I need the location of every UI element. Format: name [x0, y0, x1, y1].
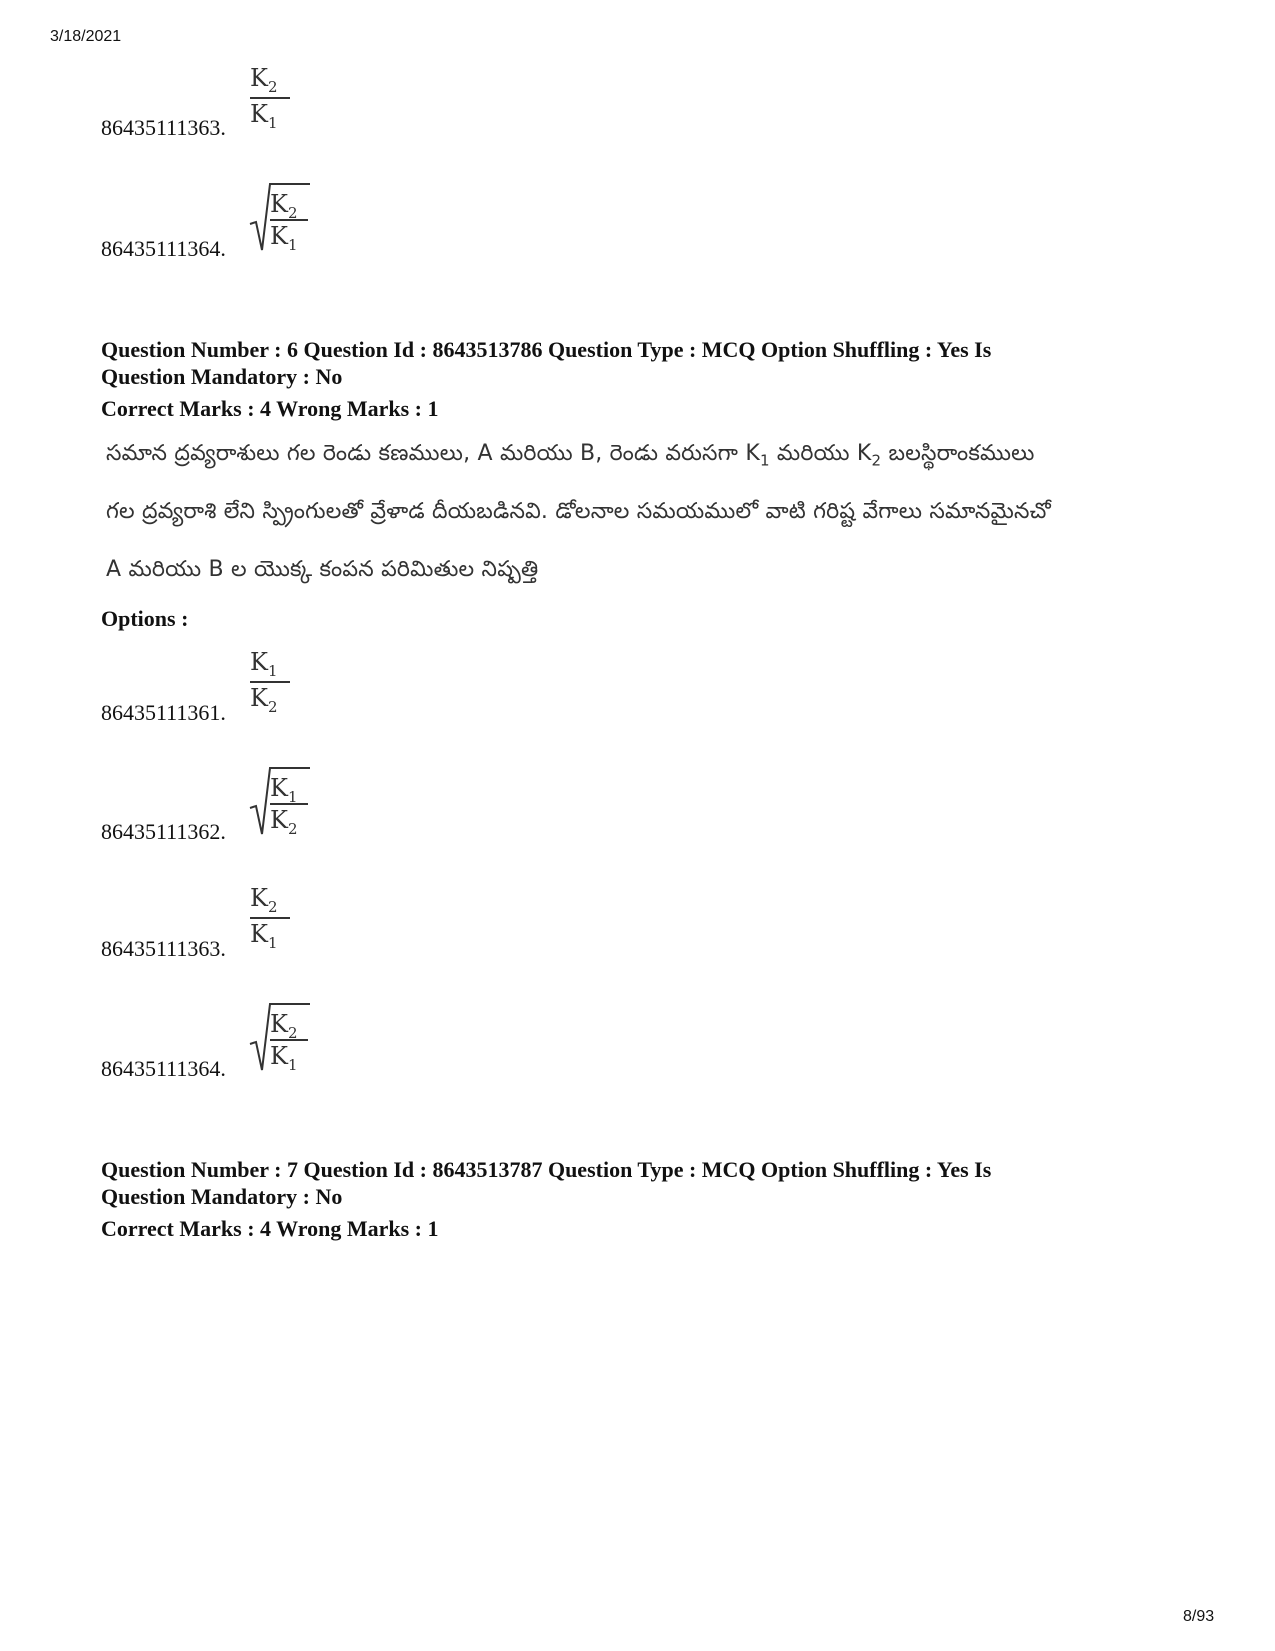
option-id: 86435111364.	[101, 236, 226, 261]
page-number: 8/93	[1183, 1608, 1215, 1625]
option-id: 86435111363.	[101, 936, 226, 961]
option-id: 86435111362.	[101, 819, 226, 844]
fraction-formula	[248, 58, 308, 138]
svg-text:K1: $K_1$	[270, 222, 298, 254]
option-id: 86435111361.	[101, 700, 226, 725]
option-id: 86435111363.	[101, 115, 226, 140]
svg-text:K2: $K_2$	[250, 64, 278, 96]
svg-text:K2: $K_2$	[250, 884, 278, 916]
question-header	[101, 1156, 1181, 1210]
svg-text:K2: $K_2$	[250, 684, 278, 716]
svg-text:K1: $K_1$	[250, 648, 278, 680]
svg-text:K2: $K_2$	[270, 806, 298, 838]
question-header-line2: Question Mandatory : No	[101, 364, 343, 389]
option-id: 86435111364.	[101, 1056, 226, 1081]
question-header	[101, 336, 1181, 390]
fraction-formula	[248, 878, 308, 958]
options-label: Options :	[101, 606, 189, 631]
svg-text:K2: $K_2$	[270, 190, 298, 222]
svg-text:K1: $K_1$	[270, 1042, 298, 1074]
question-marks: Correct Marks : 4 Wrong Marks : 1	[101, 1216, 439, 1241]
question-text-line2: గల ద్రవ్యరాశి లేని స్ప్రింగులతో వ్రేళాడ దీయబడినవి. డోలనాల సమయములో వాటి గరిష్ట వేగాలు సమానమైనచో	[106, 499, 1051, 524]
svg-text:K1: $K_1$	[270, 774, 298, 806]
sqrt-fraction-formula	[248, 762, 318, 842]
sqrt-fraction-formula	[248, 998, 318, 1078]
question-header-line1: Question Number : 6 Question Id : 8643513786 Question Type : MCQ Option Shuffling : Yes Is	[101, 337, 992, 362]
question-header-line2: Question Mandatory : No	[101, 1184, 343, 1209]
fraction-formula	[248, 642, 308, 722]
print-date: 3/18/2021	[50, 28, 122, 45]
question-marks: Correct Marks : 4 Wrong Marks : 1	[101, 396, 439, 421]
question-text-line3: A మరియు B ల యొక్క కంపన పరిమితుల నిష్పత్తి	[106, 557, 539, 582]
question-text-line1: సమాన ద్రవ్యరాశులు గల రెండు కణములు, A మరియు B, రెండు వరుసగా $K_1$ మరియు $K_2$ బలస్థిరాంకములు	[106, 441, 1035, 470]
svg-text:K2: $K_2$	[270, 1010, 298, 1042]
question-header-line1: Question Number : 7 Question Id : 8643513787 Question Type : MCQ Option Shuffling : Yes Is	[101, 1157, 992, 1182]
sqrt-fraction-formula	[248, 178, 318, 258]
svg-text:K1: $K_1$	[250, 920, 278, 952]
svg-text:K1: $K_1$	[250, 100, 278, 132]
